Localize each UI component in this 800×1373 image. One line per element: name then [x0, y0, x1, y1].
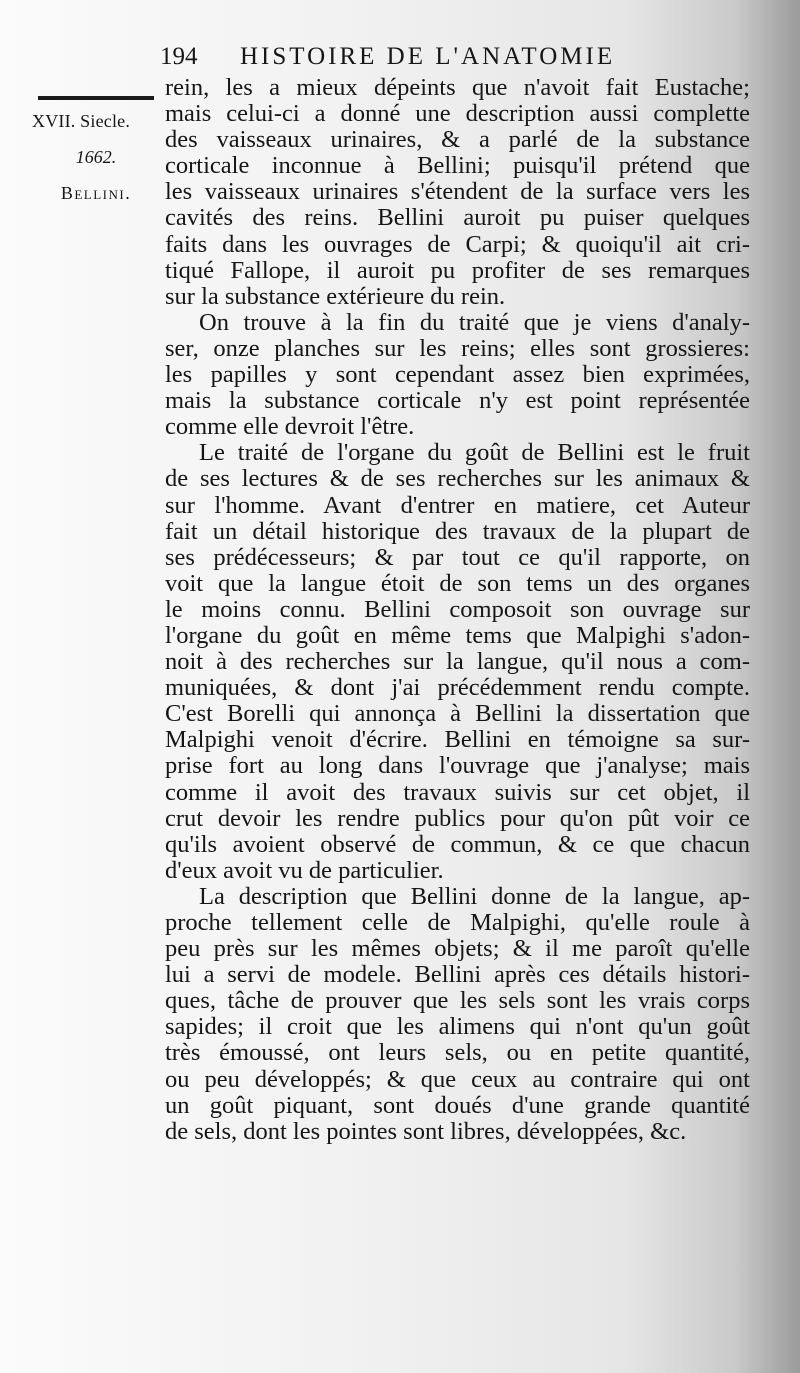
text-line: proche tellement celle de Malpighi, qu'elle roule à [165, 909, 750, 936]
text-line: On trouve à la fin du traité que je viens d'analy- [199, 308, 750, 336]
text-line: ses prédécesseurs; & par tout ce qu'il rapporte, on [165, 543, 750, 571]
paragraph [165, 310, 750, 440]
margin-note-year: 1662. [75, 147, 117, 167]
text-line: comme elle devroit l'être. [165, 413, 415, 441]
text-line: ou peu développés; & que ceux au contraire qui ont [165, 1065, 750, 1093]
text-line: prise fort au long dans l'ouvrage que j'analyse; mais [165, 752, 750, 780]
text-line: un goût piquant, sont doués d'une grande quantité [165, 1091, 750, 1119]
text-line: ques, tâche de prouver que les sels sont les vrais corps [165, 987, 750, 1015]
text-line: voit que la langue étoit de son tems un des organes [165, 569, 750, 597]
text-line: fait un détail historique des travaux de la plupart de [165, 517, 750, 545]
text-line: crut devoir les rendre publics pour qu'on pût voir ce [165, 804, 750, 832]
text-line: de ses lectures & de ses recherches sur les animaux & [165, 465, 750, 493]
margin-note-author: Bellini. [60, 183, 132, 203]
margin-notes [30, 103, 162, 211]
text-line: ser, onze planches sur les reins; elles sont grossieres: [165, 334, 750, 362]
text-line: peu près sur les mêmes objets; & il me paroît qu'elle [165, 935, 750, 963]
text-line: de sels, dont les pointes sont libres, développées, &c. [165, 1117, 687, 1145]
running-head [160, 36, 700, 77]
paragraph [165, 75, 750, 310]
margin-rule [38, 96, 154, 100]
text-line: comme il avoit des travaux suivis sur cet objet, il [165, 778, 750, 806]
text-line: les vaisseaux urinaires s'étendent de la surface vers les [165, 178, 750, 206]
text-line: mais celui-ci a donné une description aussi complette [165, 100, 750, 128]
text-line: Le traité de l'organe du goût de Bellini est le fruit [199, 439, 750, 467]
text-line: muniquées, & dont j'ai précédemment rendu compte. [165, 674, 750, 702]
text-line: mais la substance corticale n'y est point représentée [165, 387, 750, 415]
text-line: qu'ils avoient observé de commun, & ce que chacun [165, 830, 750, 858]
text-line: l'organe du goût en même tems que Malpighi s'adon- [165, 621, 750, 649]
text-line: lui a servi de modele. Bellini après ces détails histori- [165, 961, 750, 989]
margin-note-century: XVII. Siecle. [32, 111, 131, 131]
text-line: les papilles y sont cependant assez bien exprimées, [165, 361, 750, 389]
text-line: La description que Bellini donne de la langue, ap- [199, 882, 750, 910]
text-line: noit à des recherches sur la langue, qu'il nous a com- [165, 648, 750, 676]
paragraph [165, 440, 750, 884]
text-line: très émoussé, ont leurs sels, ou en petite quantité, [165, 1039, 750, 1067]
text-line: C'est Borelli qui annonça à Bellini la dissertation que [165, 700, 750, 728]
text-line: sapides; il croit que les alimens qui n'ont qu'un goût [165, 1013, 750, 1041]
page-number: 194 [160, 43, 198, 70]
text-line: d'eux avoit vu de particulier. [165, 856, 444, 884]
text-line: tiqué Fallope, il auroit pu profiter de ses remarques [165, 256, 750, 284]
text-line: le moins connu. Bellini composoit son ouvrage sur [165, 595, 750, 623]
text-line: sur l'homme. Avant d'entrer en matiere, cet Auteur [165, 491, 750, 519]
text-line: faits dans les ouvrages de Carpi; & quoiqu'il ait cri- [165, 230, 750, 258]
text-line: Malpighi venoit d'écrire. Bellini en témoigne sa sur- [165, 726, 750, 754]
text-line: corticale inconnue à Bellini; puisqu'il prétend que [165, 152, 750, 180]
running-title: HISTOIRE DE L'ANATOMIE [240, 43, 616, 70]
text-line: des vaisseaux urinaires, & a parlé de la substance [165, 126, 750, 154]
text-line: sur la substance extérieure du rein. [165, 282, 506, 310]
body-text [165, 75, 750, 1145]
text-line: cavités des reins. Bellini auroit pu puiser quelques [165, 204, 750, 232]
paragraph [165, 884, 750, 1145]
text-line: rein, les a mieux dépeints que n'avoit fait Eustache; [165, 74, 750, 101]
